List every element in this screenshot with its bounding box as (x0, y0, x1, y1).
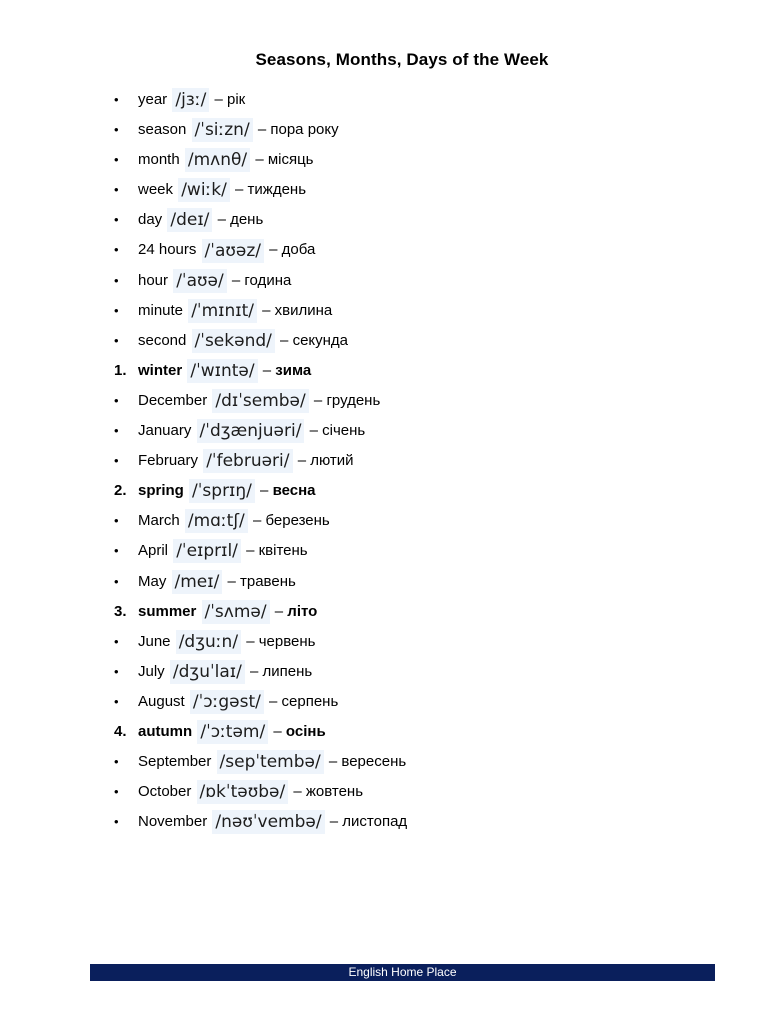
dash-separator: – (217, 211, 226, 229)
english-word: October (138, 783, 192, 801)
dash-separator: – (269, 241, 278, 259)
english-word: March (138, 512, 180, 530)
entry-content (138, 536, 308, 566)
dash-separator: – (260, 482, 269, 500)
entry-content (138, 567, 296, 597)
footer-bar (90, 964, 715, 981)
bullet-marker: • (114, 754, 119, 770)
transcription: /sepˈtembə/ (217, 750, 324, 774)
ukrainian-translation: година (244, 271, 292, 289)
english-word: August (138, 692, 185, 710)
entry-content (138, 446, 354, 476)
transcription: /ˈeɪprɪl/ (173, 539, 241, 563)
entry-content (138, 266, 291, 296)
ukrainian-translation: секунда (292, 331, 349, 349)
bullet-marker: • (114, 453, 119, 469)
transcription: /ˈaʊəz/ (202, 239, 264, 263)
english-word: June (138, 632, 171, 650)
bullet-marker: • (114, 212, 119, 228)
english-word: 24 hours (138, 241, 197, 259)
transcription: /ˈɔːtəm/ (197, 720, 268, 744)
ukrainian-translation: рік (227, 91, 246, 108)
transcription: /ˈsʌmə/ (202, 600, 270, 624)
transcription: /ˈfebruəri/ (203, 449, 292, 473)
ukrainian-translation: тиждень (247, 181, 307, 199)
ukrainian-translation: місяць (267, 151, 314, 169)
dash-separator: – (274, 602, 284, 620)
english-word: hour (138, 271, 169, 289)
entry-content (138, 145, 314, 175)
dash-separator: – (250, 662, 259, 680)
ukrainian-translation: серпень (281, 692, 339, 710)
ukrainian-translation: лютий (310, 452, 354, 470)
bullet-marker: • (114, 92, 119, 107)
english-word: winter (138, 361, 183, 379)
ukrainian-translation: доба (281, 241, 316, 259)
english-word: year (138, 91, 168, 108)
bullet-marker: • (114, 122, 119, 138)
ukrainian-translation: січень (322, 422, 366, 440)
entry-content (138, 85, 245, 115)
transcription: /dʒuːn/ (176, 630, 241, 654)
entry-content (138, 476, 315, 506)
dash-separator: – (262, 301, 271, 319)
ukrainian-translation: хвилина (274, 301, 333, 319)
ukrainian-translation: липень (262, 662, 313, 680)
transcription: /nəʊˈvembə/ (212, 810, 324, 834)
entry-content (138, 747, 406, 777)
ukrainian-translation: жовтень (305, 783, 364, 801)
english-word: season (138, 121, 187, 139)
entry-content (138, 296, 332, 326)
dash-separator: – (309, 422, 318, 440)
bullet-marker: • (114, 663, 119, 679)
dash-separator: – (255, 151, 264, 169)
english-word: January (138, 422, 192, 440)
english-word: autumn (138, 722, 193, 740)
entry-content (138, 597, 317, 627)
dash-separator: – (257, 121, 267, 139)
number-marker: 3. (114, 602, 127, 620)
entry-content (138, 175, 306, 205)
entry-content (138, 506, 330, 536)
dash-separator: – (273, 722, 282, 740)
bullet-marker: • (114, 332, 119, 348)
ukrainian-translation: грудень (326, 391, 381, 409)
bullet-marker: • (114, 784, 119, 800)
english-word: summer (138, 602, 197, 620)
transcription: /jɜː/ (172, 88, 209, 112)
transcription: /mʌnθ/ (185, 148, 250, 172)
ukrainian-translation: зима (275, 361, 312, 379)
english-word: February (138, 452, 199, 470)
bullet-marker: • (114, 182, 119, 198)
transcription: /dɪˈsembə/ (212, 389, 308, 413)
entry-content (138, 657, 312, 687)
dash-separator: – (235, 181, 244, 199)
bullet-marker: • (114, 543, 119, 559)
bullet-marker: • (114, 423, 119, 439)
transcription: /ˈsekənd/ (192, 329, 275, 353)
english-word: second (138, 331, 187, 349)
transcription: /ˈaʊə/ (173, 269, 227, 293)
dash-separator: – (293, 783, 302, 801)
transcription: /wiːk/ (178, 178, 230, 202)
bullet-marker: • (114, 152, 119, 168)
footer-text: English Home Place (348, 965, 457, 979)
transcription: /ˈmɪnɪt/ (188, 299, 257, 323)
dash-separator: – (246, 632, 255, 650)
english-word: minute (138, 301, 184, 319)
dash-separator: – (262, 361, 272, 379)
bullet-marker: • (114, 513, 119, 529)
english-word: July (138, 662, 165, 680)
transcription: /ˈwɪntə/ (187, 359, 257, 383)
entry-content (138, 807, 407, 837)
dash-separator: – (252, 512, 262, 530)
dash-separator: – (297, 452, 307, 470)
entry-content (138, 777, 363, 807)
page-title: Seasons, Months, Days of the Week (255, 50, 549, 69)
dash-separator: – (214, 91, 223, 108)
ukrainian-translation: осінь (285, 722, 326, 740)
number-marker: 2. (114, 482, 127, 500)
ukrainian-translation: пора року (270, 121, 339, 139)
english-word: April (138, 542, 169, 560)
bullet-marker: • (114, 272, 119, 288)
english-word: December (138, 391, 208, 409)
entry-content (138, 416, 365, 446)
entry-content (138, 205, 263, 235)
number-marker: 4. (114, 722, 127, 740)
entry-content (138, 235, 315, 265)
english-word: September (138, 753, 212, 771)
dash-separator: – (227, 572, 236, 590)
ukrainian-translation: травень (240, 572, 296, 590)
entry-content (138, 356, 311, 386)
english-word: November (138, 813, 208, 831)
dash-separator: – (269, 692, 278, 710)
entry-content (138, 326, 348, 356)
number-marker: 1. (114, 361, 127, 379)
ukrainian-translation: квітень (258, 542, 308, 560)
ukrainian-translation: листопад (342, 813, 408, 831)
transcription: /ɒkˈtəʊbə/ (197, 780, 289, 804)
transcription: /deɪ/ (167, 208, 212, 232)
ukrainian-translation: весна (272, 482, 316, 500)
transcription: /dʒuˈlaɪ/ (170, 660, 245, 684)
dash-separator: – (280, 331, 289, 349)
bullet-marker: • (114, 573, 119, 589)
dash-separator: – (329, 813, 339, 831)
ukrainian-translation: день (230, 211, 264, 229)
bullet-marker: • (114, 392, 119, 408)
english-word: week (138, 181, 174, 199)
ukrainian-translation: червень (258, 632, 316, 650)
bullet-marker: • (114, 242, 119, 258)
bullet-marker: • (114, 302, 119, 318)
bullet-marker: • (114, 814, 119, 830)
transcription: /ˈsiːzn/ (192, 118, 253, 142)
transcription: /mɑːtʃ/ (185, 509, 248, 533)
bullet-marker: • (114, 693, 119, 709)
dash-separator: – (313, 391, 323, 409)
ukrainian-translation: літо (287, 602, 318, 620)
english-word: month (138, 151, 180, 169)
entry-content (138, 687, 338, 717)
transcription: /ˈɔːgəst/ (190, 690, 264, 714)
english-word: May (138, 572, 167, 590)
dash-separator: – (328, 753, 338, 771)
entry-content (138, 115, 339, 145)
dash-separator: – (231, 271, 241, 289)
transcription: /ˈdʒænjuəri/ (197, 419, 305, 443)
dash-separator: – (246, 542, 255, 560)
english-word: day (138, 211, 163, 229)
entry-content (138, 627, 315, 657)
ukrainian-translation: березень (265, 512, 330, 530)
transcription: /meɪ/ (172, 570, 223, 594)
transcription: /ˈsprɪŋ/ (189, 479, 255, 503)
entry-content (138, 386, 380, 416)
english-word: spring (138, 482, 184, 500)
ukrainian-translation: вересень (341, 753, 407, 771)
entry-content (138, 717, 326, 747)
bullet-marker: • (114, 633, 119, 649)
